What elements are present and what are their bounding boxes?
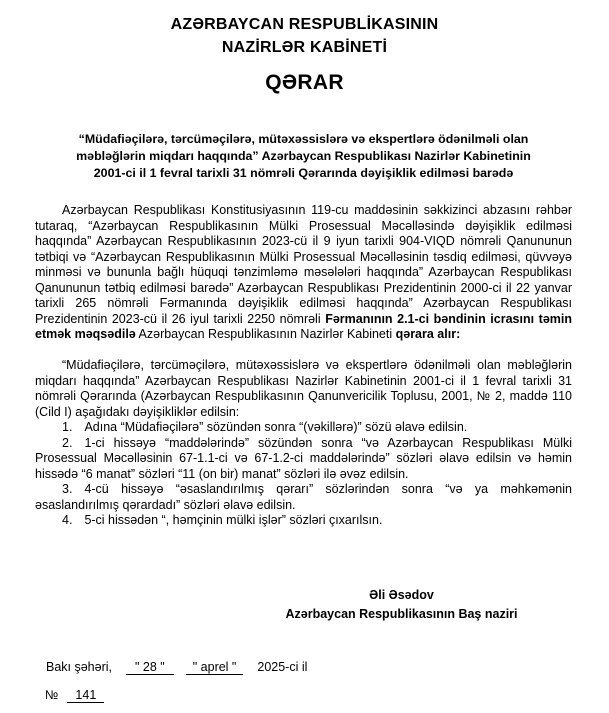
amendment-item-1	[35, 420, 572, 436]
date-line	[46, 659, 307, 676]
city-label: Bakı şəhəri,	[46, 660, 113, 674]
signatory-name: Əli Əsədov	[369, 588, 434, 602]
item-number: 3.	[62, 482, 73, 496]
subtitle-line: məbləğlərin miqdarı haqqında” Azərbaycan Respublikası Nazirlər Kabinetinin	[76, 149, 531, 163]
document-subtitle	[35, 131, 572, 182]
organization-name-line1: AZƏRBAYCAN RESPUBLİKASININ	[170, 16, 439, 33]
amendment-item-2	[35, 436, 572, 483]
preamble-text: Azərbaycan Respublikası Konstitusiyasının 119-cu maddəsinin səkkizinci abzasını rəhbər tutaraq, “Azərbaycan Respublikasının Mülki Prosessual Məcəlləsində dəyişiklik edilməsi haqqında” Azərbaycan Respublikasının 2023-cü il 9 iyun tarixli 904-VIQD nömrəli Qanununun tətbiqi və “Azərbaycan Respublikasının Mülki Prosessual Məcəlləsinin təsdiq edilməsi, qüvvəyə minməsi və bununla bağlı hüquqi tənzimləmə məsələləri haqqında” Azərbaycan Respublikası Qanununun tətbiq edilməsi barədə” Azərbaycan Respublikası Prezidentinin 2000-ci il 22 yanvar tarixli 265 nömrəli Fərmanında dəyişiklik edilməsi haqqında” Azərbaycan Respublikası Prezidentinin 2023-cü il 26 iyul tarixli 2250 nömrəli	[35, 203, 572, 326]
item-text: Adına “Müdafiəçilərə” sözündən sonra “(vəkillərə)” sözü əlavə edilsin.	[84, 420, 468, 434]
item-text: 1-ci hissəyə “maddələrində” sözündən sonra “və Azərbaycan Respublikası Mülki Prosessual Məcəlləsinin 67-1.1-ci və 67-1.2-ci maddələrində” sözləri əlavə edilsin və həmin hissədə “6 manat” sözləri “11 (on bir) manat” sözləri ilə əvəz edilsin.	[35, 435, 572, 481]
item-number: 4.	[62, 513, 73, 527]
date-year: 2025-ci il	[257, 660, 308, 674]
item-text: 4-cü hissəyə “əsaslandırılmış qərarı” sözlərindən sonra “və ya məhkəmənin əsaslandırılmış qərardadı” sözləri əlavə edilsin.	[35, 482, 572, 512]
decree-number-line	[45, 687, 104, 704]
organization-name-line2: NAZİRLƏR KABİNETİ	[221, 39, 388, 56]
subtitle-line: “Müdafiəçilərə, tərcüməçilərə, mütəxəssislərə və ekspertlərə ödənilməli olan	[78, 132, 529, 146]
amendment-item-3	[35, 482, 572, 513]
preamble-bold-decides: qərara alır:	[395, 327, 461, 341]
signatory-title: Azərbaycan Respublikasının Baş naziri	[285, 606, 518, 621]
preamble-bold-purpose: Fərmanının 2.1-ci bəndinin icrasını təmin etmək məqsədilə	[35, 311, 572, 341]
item-number: 2.	[62, 435, 73, 450]
amendment-item-4	[35, 513, 572, 529]
organization-header	[0, 13, 609, 59]
preamble-paragraph	[35, 203, 572, 343]
document-type-title: QƏRAR	[265, 71, 344, 94]
operative-section	[35, 358, 572, 529]
date-month: " aprel "	[186, 660, 244, 675]
number-label: №	[45, 688, 59, 702]
date-day: " 28 "	[126, 660, 174, 675]
subtitle-line: 2001-ci il 1 fevral tarixli 31 nömrəli Qərarında dəyişiklik edilməsi barədə	[93, 166, 514, 180]
signature-block	[270, 586, 533, 623]
item-number: 1.	[62, 420, 73, 434]
number-value: 141	[67, 688, 104, 703]
preamble-text: Azərbaycan Respublikasının Nazirlər Kabineti	[135, 327, 396, 341]
operative-intro-paragraph: “Müdafiəçilərə, tərcüməçilərə, mütəxəssislərə və ekspertlərə ödənilməli olan məbləğlərin miqdarı haqqında” Azərbaycan Respublikası Nazirlər Kabinetinin 2001-ci il 1 fevral tarixli 31 nömrəli Qərarında (Azərbaycan Respublikasının Qanunvericilik Toplusu, 2001, № 2, maddə 110 (Cild I) aşağıdakı dəyişikliklər edilsin:	[35, 358, 572, 419]
item-text: 5-ci hissədən “, həmçinin mülki işlər” sözləri çıxarılsın.	[84, 513, 383, 527]
